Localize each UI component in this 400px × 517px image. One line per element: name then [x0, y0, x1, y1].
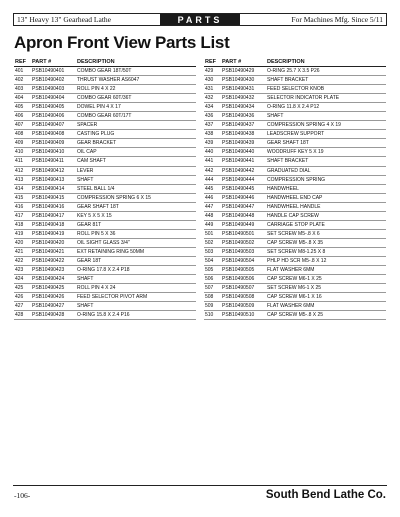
part-number-cell: PSB10490502 [222, 239, 255, 246]
description-cell: SELECTOR INDICATOR PLATE [267, 95, 340, 102]
part-number-cell: PSB10490432 [222, 95, 255, 102]
part-number-cell: PSB10490431 [222, 86, 255, 93]
ref-cell: 507 [205, 285, 214, 292]
description-column-header: DESCRIPTION [77, 59, 115, 65]
part-number-cell: PSB10490507 [222, 285, 255, 292]
table-row [14, 148, 196, 157]
description-cell: SHAFT BRACKET [267, 77, 309, 84]
table-row [14, 167, 196, 176]
description-cell: ROLL PIN 4 X 22 [77, 86, 116, 93]
ref-cell: 449 [205, 221, 214, 228]
table-row [204, 185, 386, 194]
description-cell: GEAR SHAFT 18T [267, 140, 309, 147]
ref-cell: 423 [15, 267, 24, 274]
part-number-cell: PSB10490504 [222, 258, 255, 264]
part-number-cell: PSB10490416 [32, 203, 65, 210]
table-row [14, 103, 196, 112]
ref-cell: 502 [205, 239, 214, 246]
description-cell: ROLL PIN 4 X 24 [77, 285, 116, 292]
part-number-cell: PSB10490419 [32, 230, 65, 237]
description-cell: O-RING 25.7 X 3.5 P26 [267, 68, 320, 75]
ref-cell: 509 [205, 303, 214, 310]
ref-cell: 417 [15, 212, 24, 219]
description-cell: SHAFT [77, 176, 94, 183]
part-number-cell: PSB10490422 [32, 258, 65, 264]
table-row [204, 221, 386, 230]
header-machine-name: 13" Heavy 13" Gearhead Lathe [17, 15, 111, 24]
description-cell: CAP SCREW M6-1 X 16 [267, 294, 322, 301]
ref-cell: 447 [205, 203, 214, 210]
part-number-cell: PSB10490427 [32, 303, 65, 310]
description-cell: ROLL PIN 5 X 36 [77, 230, 116, 237]
table-row [14, 176, 196, 185]
description-cell: PHLP HD SCR M5-.8 X 12 [267, 258, 327, 264]
table-row [204, 293, 386, 302]
part-number-cell: PSB10490410 [32, 149, 65, 156]
description-cell: CAP SCREW M6-1 X 25 [267, 276, 322, 283]
table-body [14, 67, 196, 320]
ref-cell: 437 [205, 122, 214, 129]
part-column-header: PART # [32, 59, 52, 65]
part-number-cell: PSB10490449 [222, 221, 255, 228]
page-title: Apron Front View Parts List [14, 33, 230, 52]
table-row [14, 257, 196, 266]
ref-cell: 402 [15, 77, 24, 84]
table-row [14, 112, 196, 121]
description-cell: SPACER [77, 122, 98, 129]
ref-cell: 425 [15, 285, 24, 292]
table-row [204, 212, 386, 221]
part-number-cell: PSB10490405 [32, 104, 65, 111]
ref-cell: 414 [15, 185, 24, 192]
description-cell: KEY 5 X 5 X 15 [77, 212, 112, 219]
description-cell: HANDWHEEL END CAP [267, 194, 323, 201]
ref-cell: 510 [205, 312, 214, 319]
part-number-cell: PSB10490402 [32, 77, 65, 84]
part-number-cell: PSB10490434 [222, 104, 255, 111]
table-row [14, 130, 196, 139]
ref-cell: 409 [15, 140, 24, 147]
table-row [204, 167, 386, 176]
description-cell: DOWEL PIN 4 X 17 [77, 104, 121, 111]
part-number-cell: PSB10490425 [32, 285, 65, 292]
description-cell: COMPRESSION SPRING 6 X 15 [77, 194, 151, 201]
description-cell: THRUST WASHER AS6047 [77, 77, 140, 84]
description-cell: CAP SCREW M5-.8 X 25 [267, 312, 324, 319]
ref-cell: 438 [205, 131, 214, 138]
table-row [204, 176, 386, 185]
description-cell: SET SCREW M5-.8 X 6 [267, 230, 320, 237]
ref-cell: 430 [205, 77, 214, 84]
part-number-cell: PSB10490428 [32, 312, 65, 319]
part-number-cell: PSB10490409 [32, 140, 65, 147]
description-cell: FEED SELECTOR PIVOT ARM [77, 294, 148, 301]
ref-cell: 413 [15, 176, 24, 183]
ref-cell: 506 [205, 276, 214, 283]
ref-cell: 501 [205, 230, 214, 237]
table-row [14, 85, 196, 94]
ref-cell: 405 [15, 104, 24, 111]
table-row [14, 248, 196, 257]
ref-cell: 427 [15, 303, 24, 310]
table-row [14, 76, 196, 85]
part-number-cell: PSB10490407 [32, 122, 65, 129]
description-cell: CARRIAGE STOP PLATE [267, 221, 325, 228]
part-number-cell: PSB10490447 [222, 203, 255, 210]
description-cell: GEAR 18T [77, 258, 102, 264]
table-row [204, 275, 386, 284]
part-number-cell: PSB10490503 [222, 248, 255, 255]
table-row [14, 239, 196, 248]
part-number-cell: PSB10490420 [32, 239, 65, 246]
table-row [204, 76, 386, 85]
table-row [204, 67, 386, 76]
table-row [204, 248, 386, 257]
table-header [204, 56, 386, 67]
description-cell: CAP SCREW M5-.8 X 35 [267, 239, 324, 246]
table-row [14, 275, 196, 284]
table-row [204, 302, 386, 311]
table-row [14, 194, 196, 203]
part-number-cell: PSB10490436 [222, 113, 255, 120]
part-number-cell: PSB10490444 [222, 176, 255, 183]
table-row [204, 311, 386, 320]
part-number-cell: PSB10490509 [222, 303, 255, 310]
ref-cell: 503 [205, 248, 214, 255]
table-row [204, 266, 386, 275]
table-row [14, 121, 196, 130]
ref-cell: 508 [205, 294, 214, 301]
table-row [204, 239, 386, 248]
ref-cell: 412 [15, 167, 24, 174]
table-row [14, 311, 196, 320]
table-row [14, 230, 196, 239]
table-row [14, 203, 196, 212]
description-cell: HANDWHEEL [267, 185, 299, 192]
table-row [204, 112, 386, 121]
description-cell: SHAFT [267, 113, 284, 120]
ref-cell: 403 [15, 86, 24, 93]
description-cell: O-RING 15.8 X 2.4 P16 [77, 312, 130, 319]
table-body [204, 67, 386, 320]
ref-cell: 504 [205, 258, 214, 264]
table-row [204, 257, 386, 266]
ref-cell: 401 [15, 68, 24, 75]
part-number-cell: PSB10490446 [222, 194, 255, 201]
part-number-cell: PSB10490413 [32, 176, 65, 183]
ref-cell: 445 [205, 185, 214, 192]
table-row [204, 94, 386, 103]
part-number-cell: PSB10490401 [32, 68, 65, 75]
table-row [14, 221, 196, 230]
ref-cell: 428 [15, 312, 24, 319]
ref-cell: 420 [15, 239, 24, 246]
part-column-header: PART # [222, 59, 242, 65]
table-row [14, 284, 196, 293]
table-header [14, 56, 196, 67]
part-number-cell: PSB10490429 [222, 68, 255, 75]
description-cell: GEAR BRACKET [77, 140, 117, 147]
description-cell: LEVER [77, 167, 94, 174]
part-number-cell: PSB10490437 [222, 122, 255, 129]
parts-table-left [14, 56, 196, 320]
description-cell: COMPRESSION SPRING 4 X 19 [267, 122, 341, 129]
description-cell: GRADUATED DIAL [267, 167, 311, 174]
description-cell: FEED SELECTOR KNOB [267, 86, 325, 93]
part-number-cell: PSB10490508 [222, 294, 255, 301]
table-row [14, 266, 196, 275]
ref-column-header: REF [205, 59, 216, 65]
ref-cell: 416 [15, 203, 24, 210]
description-cell: CAM SHAFT [77, 158, 106, 165]
ref-cell: 431 [205, 86, 214, 93]
ref-cell: 448 [205, 212, 214, 219]
table-row [14, 94, 196, 103]
ref-cell: 411 [15, 158, 23, 165]
description-cell: HANDLE CAP SCREW [267, 212, 319, 219]
part-number-cell: PSB10490417 [32, 212, 65, 219]
description-cell: GEAR 81T [77, 221, 102, 228]
table-row [14, 139, 196, 148]
ref-cell: 440 [205, 149, 214, 156]
ref-cell: 421 [15, 248, 24, 255]
description-cell: FLAT WASHER 6MM [267, 267, 315, 274]
ref-cell: 404 [15, 95, 24, 102]
part-number-cell: PSB10490442 [222, 167, 255, 174]
description-cell: WOODRUFF KEY 5 X 19 [267, 149, 324, 156]
table-row [204, 103, 386, 112]
ref-cell: 415 [15, 194, 24, 201]
part-number-cell: PSB10490510 [222, 312, 255, 319]
part-number-cell: PSB10490404 [32, 95, 65, 102]
description-cell: SHAFT [77, 276, 94, 283]
description-cell: SET SCREW M8-1.25 X 8 [267, 248, 326, 255]
table-row [14, 67, 196, 76]
description-cell: HANDWHEEL HANDLE [267, 203, 321, 210]
part-number-cell: PSB10490505 [222, 267, 255, 274]
part-number-cell: PSB10490426 [32, 294, 65, 301]
ref-cell: 406 [15, 113, 24, 120]
ref-cell: 441 [205, 158, 214, 165]
part-number-cell: PSB10490418 [32, 221, 65, 228]
ref-cell: 442 [205, 167, 214, 174]
description-cell: COMBO GEAR 18T/50T [77, 68, 132, 75]
table-row [14, 185, 196, 194]
table-row [14, 157, 196, 166]
description-cell: COMBO GEAR 60T/17T [77, 113, 132, 120]
table-row [14, 212, 196, 221]
table-row [204, 203, 386, 212]
table-row [204, 157, 386, 166]
ref-cell: 407 [15, 122, 24, 129]
part-number-cell: PSB10490423 [32, 267, 65, 274]
part-number-cell: PSB10490421 [32, 248, 65, 255]
header-machine-date: For Machines Mfg. Since 5/11 [291, 15, 383, 24]
description-cell: OIL SIGHT GLASS 3/4" [77, 239, 130, 246]
part-number-cell: PSB10490506 [222, 276, 255, 283]
footer-divider [13, 485, 387, 486]
table-row [204, 284, 386, 293]
description-cell: FLAT WASHER 6MM [267, 303, 315, 310]
description-cell: CASTING PLUG [77, 131, 115, 138]
table-row [204, 139, 386, 148]
table-row [204, 230, 386, 239]
description-cell: SHAFT [77, 303, 94, 310]
ref-cell: 424 [15, 276, 24, 283]
description-cell: EXT RETAINING RING 50MM [77, 248, 145, 255]
part-number-cell: PSB10490430 [222, 77, 255, 84]
description-column-header: DESCRIPTION [267, 59, 305, 65]
description-cell: O-RING 11.8 X 2.4 P12 [267, 104, 320, 111]
part-number-cell: PSB10490448 [222, 212, 255, 219]
description-cell: COMBO GEAR 60T/36T [77, 95, 132, 102]
ref-cell: 429 [205, 68, 214, 75]
description-cell: GEAR SHAFT 18T [77, 203, 119, 210]
table-row [204, 85, 386, 94]
table-row [204, 121, 386, 130]
page-number: -106- [14, 491, 31, 500]
ref-cell: 432 [205, 95, 214, 102]
ref-cell: 418 [15, 221, 24, 228]
description-cell: LEADSCREW SUPPORT [267, 131, 325, 138]
ref-cell: 422 [15, 258, 24, 264]
parts-table-right [204, 56, 386, 320]
part-number-cell: PSB10490406 [32, 113, 65, 120]
part-number-cell: PSB10490441 [222, 158, 255, 165]
description-cell: O-RING 17.8 X 2.4 P18 [77, 267, 130, 274]
ref-cell: 419 [15, 230, 24, 237]
part-number-cell: PSB10490445 [222, 185, 255, 192]
description-cell: SHAFT BRACKET [267, 158, 309, 165]
table-row [14, 302, 196, 311]
ref-cell: 408 [15, 131, 24, 138]
brand-name: South Bend Lathe Co. [265, 489, 386, 501]
part-number-cell: PSB10490415 [32, 194, 65, 201]
description-cell: COMPRESSION SPRING [267, 176, 326, 183]
part-number-cell: PSB10490440 [222, 149, 255, 156]
ref-cell: 439 [205, 140, 214, 147]
part-number-cell: PSB10490501 [222, 230, 255, 237]
ref-cell: 436 [205, 113, 214, 120]
ref-cell: 434 [205, 104, 214, 111]
table-row [14, 293, 196, 302]
ref-cell: 446 [205, 194, 214, 201]
table-row [204, 194, 386, 203]
ref-cell: 426 [15, 294, 24, 301]
description-cell: OIL CAP [77, 149, 97, 156]
table-row [204, 148, 386, 157]
part-number-cell: PSB10490439 [222, 140, 255, 147]
description-cell: STEEL BALL 1/4 [77, 185, 115, 192]
ref-cell: 444 [205, 176, 214, 183]
part-number-cell: PSB10490408 [32, 131, 65, 138]
header-section-tab: PARTS [160, 14, 240, 25]
part-number-cell: PSB10490403 [32, 86, 65, 93]
part-number-cell: PSB10490414 [32, 185, 65, 192]
description-cell: SET SCREW M6-1 X 25 [267, 285, 322, 292]
part-number-cell: PSB10490411 [32, 158, 64, 165]
part-number-cell: PSB10490412 [32, 167, 65, 174]
part-number-cell: PSB10490424 [32, 276, 65, 283]
page-header [13, 13, 387, 26]
ref-cell: 410 [15, 149, 24, 156]
table-row [204, 130, 386, 139]
ref-cell: 505 [205, 267, 214, 274]
ref-column-header: REF [15, 59, 26, 65]
part-number-cell: PSB10490438 [222, 131, 255, 138]
